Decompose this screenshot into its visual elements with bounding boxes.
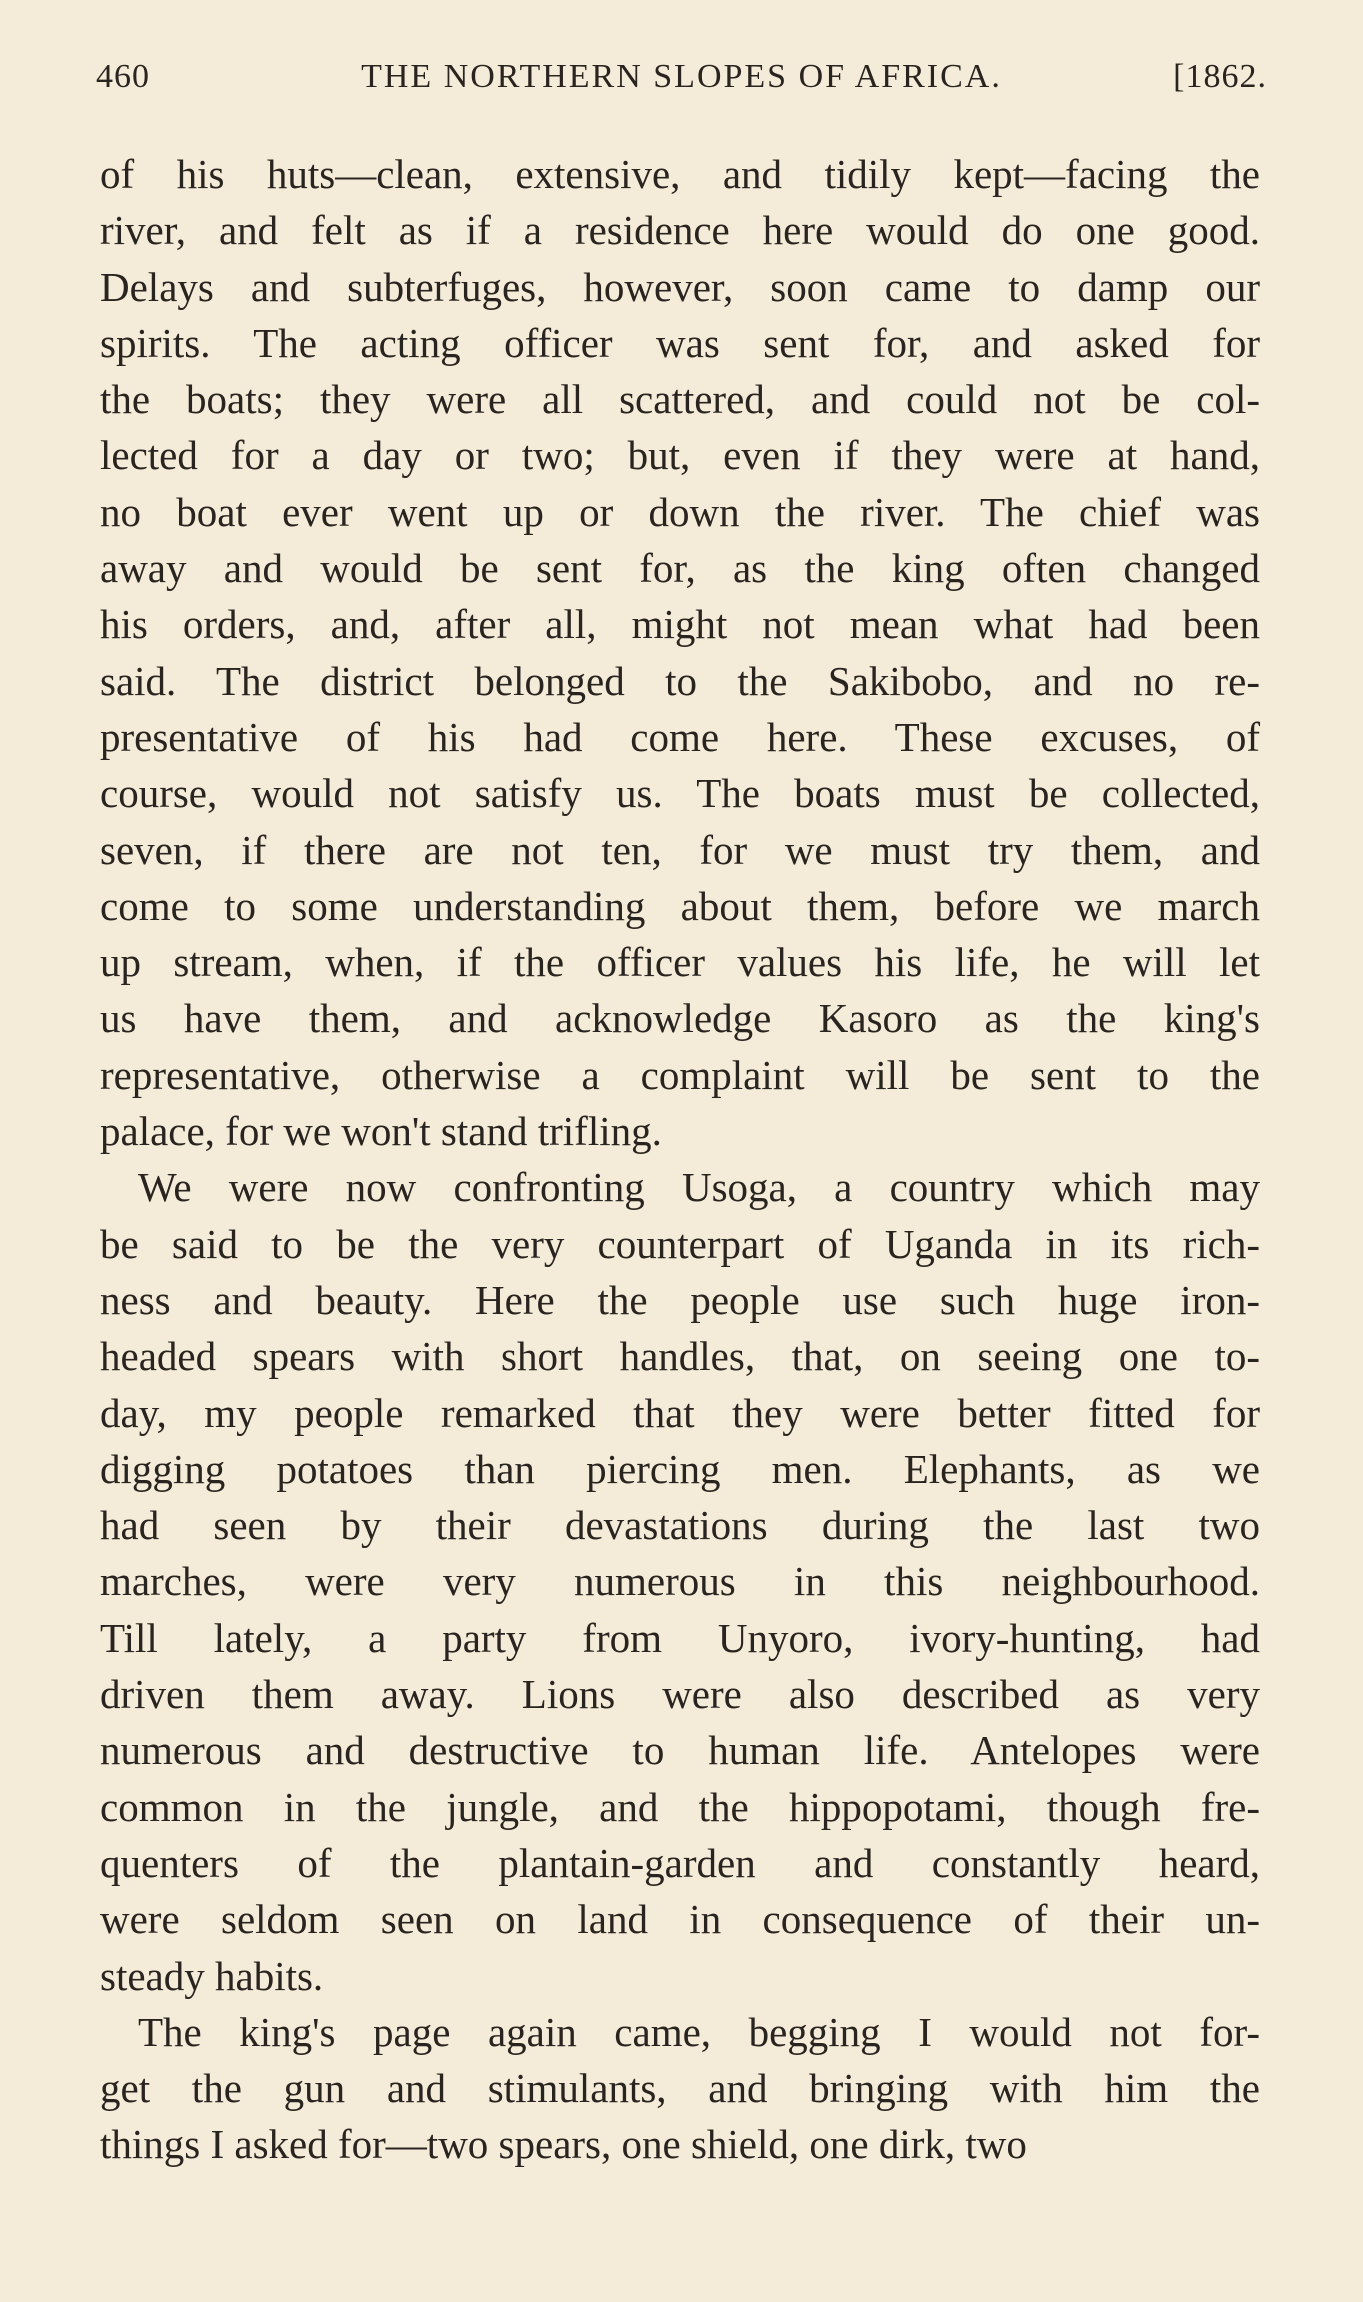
text-line: presentative of his had come here. These excuses, of	[100, 713, 1260, 760]
text-line: up stream, when, if the officer values his life, he will let	[100, 939, 1260, 986]
text-line: palace, for we won't stand trifling.	[100, 1108, 662, 1155]
text-line: had seen by their devastations during the last two	[100, 1502, 1260, 1549]
text-line: The king's page again came, begging I would not for-	[138, 2008, 1260, 2055]
text-line: ness and beauty. Here the people use such huge iron-	[100, 1276, 1260, 1323]
text-line: digging potatoes than piercing men. Elephants, as we	[100, 1445, 1260, 1492]
paragraph	[100, 146, 1260, 1159]
text-line: of his huts—clean, extensive, and tidily kept—facing the	[100, 151, 1260, 197]
text-line: We were now confronting Usoga, a country which may	[138, 1164, 1260, 1211]
paragraph	[100, 1159, 1260, 2003]
text-line: common in the jungle, and the hippopotami, though fre-	[100, 1783, 1260, 1830]
running-year: [1862.	[1173, 58, 1267, 95]
text-line: numerous and destructive to human life. Antelopes were	[100, 1727, 1260, 1774]
paragraph	[100, 2004, 1260, 2173]
text-line: day, my people remarked that they were better fitted for	[100, 1389, 1260, 1436]
text-line: away and would be sent for, as the king often changed	[100, 545, 1260, 592]
text-line: were seldom seen on land in consequence of their un-	[100, 1896, 1260, 1943]
text-line: get the gun and stimulants, and bringing with him the	[100, 2065, 1260, 2112]
text-line: come to some understanding about them, before we march	[100, 882, 1260, 929]
text-line: driven them away. Lions were also described as very	[100, 1671, 1260, 1718]
text-line: no boat ever went up or down the river. The chief was	[100, 488, 1260, 535]
running-title: THE NORTHERN SLOPES OF AFRICA.	[361, 58, 1002, 95]
text-line: be said to be the very counterpart of Uganda in its rich-	[100, 1220, 1260, 1267]
text-line: seven, if there are not ten, for we must try them, and	[100, 826, 1260, 873]
running-head	[96, 58, 1267, 114]
text-line: Till lately, a party from Unyoro, ivory-hunting, had	[100, 1614, 1260, 1661]
text-line: said. The district belonged to the Sakibobo, and no re-	[100, 657, 1260, 704]
text-line: river, and felt as if a residence here would do one good.	[100, 207, 1260, 254]
text-line: things I asked for—two spears, one shield, one dirk, two	[100, 2121, 1027, 2168]
body-text	[100, 146, 1260, 2173]
text-line: Delays and subterfuges, however, soon came to damp our	[100, 263, 1260, 310]
text-line: his orders, and, after all, might not mean what had been	[100, 601, 1260, 648]
text-line: quenters of the plantain-garden and constantly heard,	[100, 1839, 1260, 1886]
text-line: spirits. The acting officer was sent for, and asked for	[100, 319, 1260, 366]
text-line: lected for a day or two; but, even if they were at hand,	[100, 432, 1260, 479]
text-line: representative, otherwise a complaint will be sent to the	[100, 1051, 1260, 1098]
page-number: 460	[96, 58, 150, 95]
text-line: steady habits.	[100, 1952, 324, 1999]
text-line: the boats; they were all scattered, and could not be col-	[100, 376, 1260, 423]
text-line: headed spears with short handles, that, on seeing one to-	[100, 1333, 1260, 1380]
text-line: course, would not satisfy us. The boats must be collected,	[100, 770, 1260, 817]
text-line: us have them, and acknowledge Kasoro as the king's	[100, 995, 1260, 1042]
text-line: marches, were very numerous in this neighbourhood.	[100, 1558, 1260, 1605]
